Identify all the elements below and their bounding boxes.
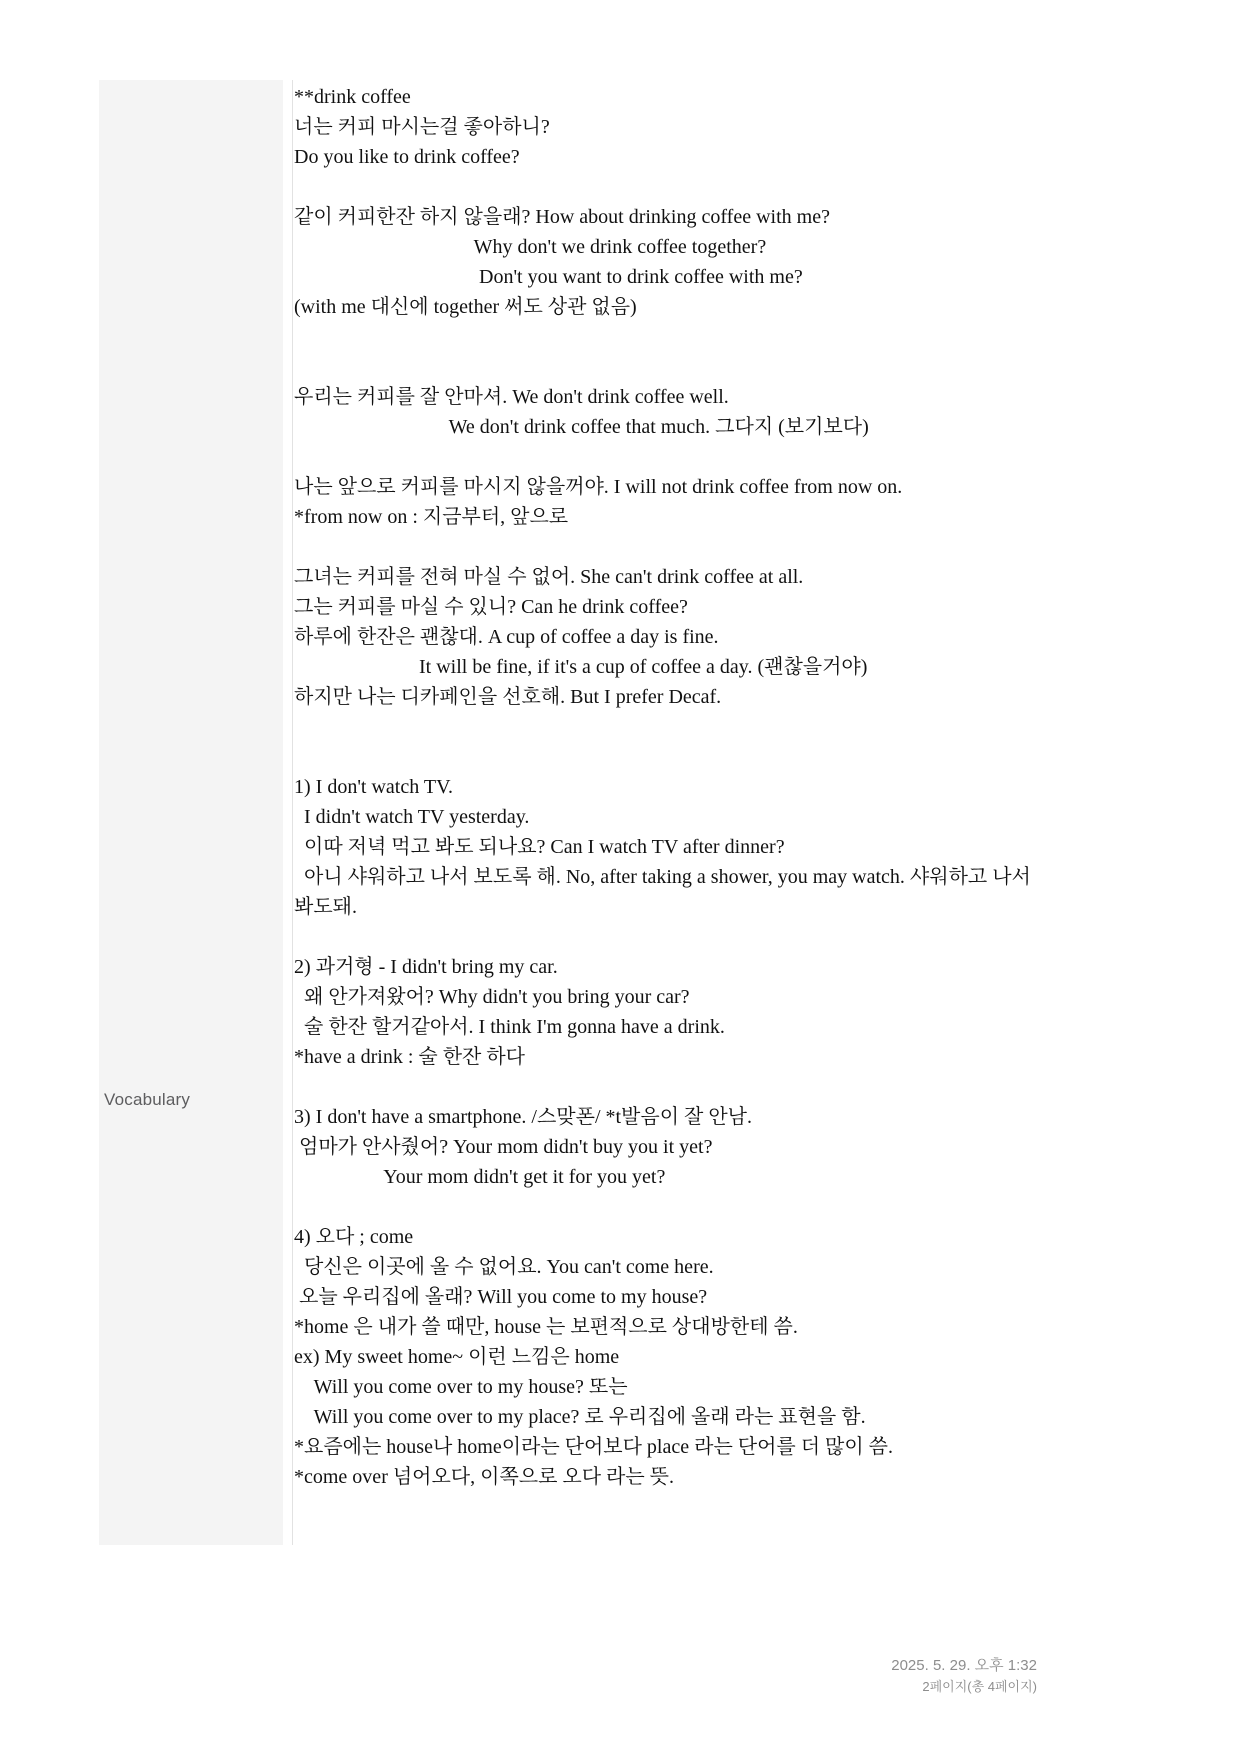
text-line: 술 한잔 할거같아서. I think I'm gonna have a drink.	[294, 1016, 725, 1038]
vocabulary-label: Vocabulary	[104, 1090, 191, 1109]
text-line	[294, 352, 1194, 382]
lesson-notes	[294, 82, 1194, 1492]
text-line: 아니 샤워하고 나서 보도록 해. No, after taking a shower, you may watch. 샤워하고 나서	[294, 866, 1031, 888]
text-line: 하루에 한잔은 괜찮대. A cup of coffee a day is fine.	[294, 626, 719, 648]
text-line: *home 은 내가 쓸 때만, house 는 보편적으로 상대방한테 씀.	[294, 1316, 798, 1338]
text-line: 1) I don't watch TV.	[294, 776, 453, 798]
text-line: **drink coffee	[294, 86, 411, 108]
text-line: 같이 커피한잔 하지 않을래? How about drinking coffee with me?	[294, 206, 830, 228]
text-line	[294, 922, 1194, 952]
page-number: 2페이지(총 4페이지)	[922, 1679, 1037, 1694]
footer	[891, 1656, 1037, 1696]
text-line: 4) 오다 ; come	[294, 1226, 414, 1248]
text-line: *have a drink : 술 한잔 하다	[294, 1046, 526, 1068]
text-line: Will you come over to my house? 또는	[294, 1376, 628, 1398]
text-line	[294, 442, 1194, 472]
text-line: 왜 안가져왔어? Why didn't you bring your car?	[294, 986, 690, 1008]
text-line: 그녀는 커피를 전혀 마실 수 없어. She can't drink coffee at all.	[294, 566, 804, 588]
text-line: It will be fine, if it's a cup of coffee a day. (괜찮을거야)	[294, 656, 868, 678]
text-line: 이따 저녁 먹고 봐도 되나요? Can I watch TV after dinner?	[294, 836, 785, 858]
text-line: 너는 커피 마시는걸 좋아하니?	[294, 116, 550, 138]
text-line	[294, 1072, 1194, 1102]
text-line: Do you like to drink coffee?	[294, 146, 520, 168]
text-line	[294, 742, 1194, 772]
text-line: I didn't watch TV yesterday.	[294, 806, 530, 828]
text-line: Will you come over to my place? 로 우리집에 올래 라는 표현을 함.	[294, 1406, 866, 1428]
text-line: *from now on : 지금부터, 앞으로	[294, 506, 569, 528]
text-line: ex) My sweet home~ 이런 느낌은 home	[294, 1346, 620, 1368]
text-line: 봐도돼.	[294, 896, 357, 918]
panel-divider	[292, 80, 293, 1545]
text-line	[294, 712, 1194, 742]
text-line	[294, 1192, 1194, 1222]
text-line: 엄마가 안사줬어? Your mom didn't buy you it yet?	[294, 1136, 713, 1158]
text-line: Your mom didn't get it for you yet?	[294, 1166, 666, 1188]
text-line: 하지만 나는 디카페인을 선호해. But I prefer Decaf.	[294, 686, 722, 708]
text-line	[294, 532, 1194, 562]
text-line: 나는 앞으로 커피를 마시지 않을꺼야. I will not drink coffee from now on.	[294, 476, 903, 498]
export-timestamp: 2025. 5. 29. 오후 1:32	[891, 1657, 1037, 1674]
text-line: Why don't we drink coffee together?	[294, 236, 767, 258]
text-line	[294, 322, 1194, 352]
text-line: 오늘 우리집에 올래? Will you come to my house?	[294, 1286, 708, 1308]
text-line: We don't drink coffee that much. 그다지 (보기보다)	[294, 416, 869, 438]
vocabulary-panel	[99, 80, 283, 1545]
text-line: 2) 과거형 - I didn't bring my car.	[294, 956, 558, 978]
text-line: 3) I don't have a smartphone. /스맞폰/ *t발음이 잘 안남.	[294, 1106, 752, 1128]
text-line: 우리는 커피를 잘 안마셔. We don't drink coffee well.	[294, 386, 729, 408]
text-line: (with me 대신에 together 써도 상관 없음)	[294, 296, 637, 318]
text-line: *요즘에는 house나 home이라는 단어보다 place 라는 단어를 더 많이 씀.	[294, 1436, 894, 1458]
text-line: Don't you want to drink coffee with me?	[294, 266, 803, 288]
text-line: *come over 넘어오다, 이쪽으로 오다 라는 뜻.	[294, 1466, 675, 1488]
text-line	[294, 172, 1194, 202]
text-line: 당신은 이곳에 올 수 없어요. You can't come here.	[294, 1256, 714, 1278]
text-line: 그는 커피를 마실 수 있니? Can he drink coffee?	[294, 596, 688, 618]
